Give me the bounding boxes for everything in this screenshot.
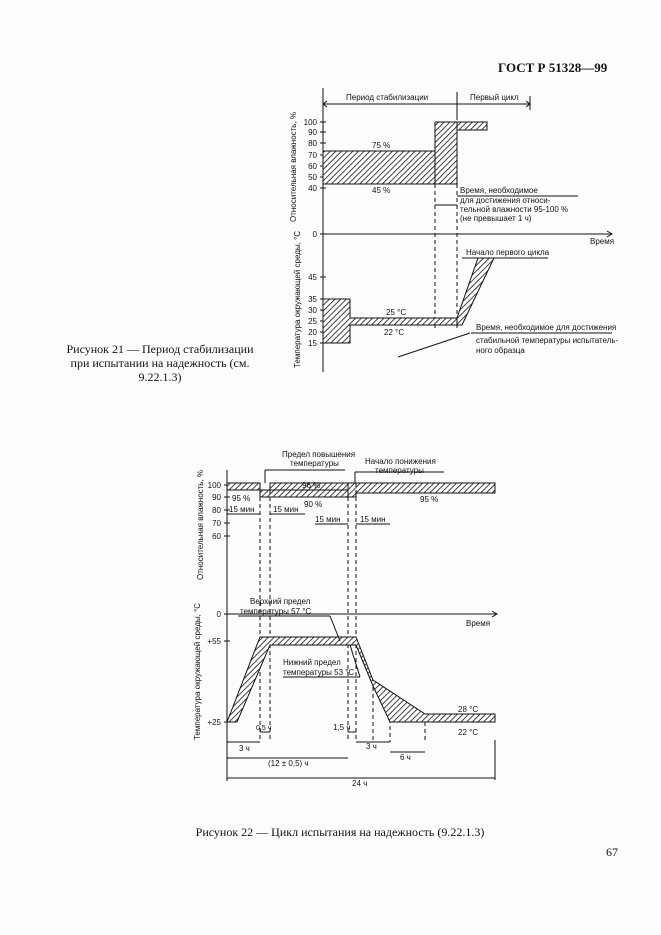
fig22-t22: 22 °С: [458, 728, 479, 737]
fig21-note-time-1: Время, необходимое: [460, 186, 538, 195]
fig22-d05: 0,5 ч: [256, 725, 272, 732]
fig22-tick-70: 70: [212, 519, 221, 528]
fig21-note-time-3: тельной влажности 95-100 %: [460, 205, 569, 214]
fig22-tick-90: 90: [212, 493, 221, 502]
fig21-ylabel-temperature: Температура окружающей среды, °С: [293, 230, 302, 368]
fig22-ylabel-temperature: Температура окружающей среды, °С: [193, 602, 202, 740]
fig22-zero: 0: [216, 610, 221, 619]
fig21-tick-100: 100: [303, 118, 317, 127]
fig22-lower-limit-1: Нижний предел: [283, 658, 341, 667]
standard-number: ГОСТ Р 51328—99: [498, 60, 608, 75]
fig22-tick-25: +25: [207, 718, 221, 727]
fig21-note-temp-3: ного образца: [476, 346, 525, 355]
fig21-tick-50: 50: [308, 173, 317, 182]
fig21-humidity-band: [323, 151, 435, 184]
fig22-rise-limit-1: Предел повышения: [282, 450, 356, 459]
fig21-tick-60: 60: [308, 162, 317, 171]
fig22-hum-band-3: [260, 490, 348, 497]
fig21-period-stabilization: Период стабилизации: [346, 93, 429, 102]
fig21-tick-40: 40: [308, 184, 317, 193]
fig22-15min-b: 15 мин: [273, 505, 299, 514]
fig22-tick-60: 60: [212, 532, 221, 541]
fig21-first-cycle: Первый цикл: [470, 93, 519, 102]
fig21-tick-20: 20: [308, 328, 317, 337]
fig21-note-temp-1: Время, необходимое для достижения: [476, 323, 617, 332]
fig22-t28: 28 °С: [458, 705, 479, 714]
fig21-note-time-2: для достижения относи-: [460, 196, 551, 205]
fig22-tick-80: 80: [212, 506, 221, 515]
fig22-lower-limit-2: температуры 53 °С: [283, 668, 355, 677]
fig22-d15: 1,5 ч: [333, 723, 351, 732]
fig21-hum-lower: 45 %: [372, 186, 391, 195]
fig21-tick-90: 90: [308, 128, 317, 137]
fig22-time-label: Время: [466, 619, 491, 628]
fig22-15min-c: 15 мин: [315, 515, 341, 524]
fig22-rise-limit-2: температуры: [290, 459, 339, 468]
fig22-fall-start-2: температуры: [375, 466, 424, 475]
fig22-tick-55: +55: [207, 637, 221, 646]
fig22-h96: 96 %: [302, 481, 321, 490]
fig21-ylabel-humidity: Относительная влажность, %: [289, 111, 298, 222]
fig22-d3a: 3 ч: [239, 744, 250, 753]
fig22-hum-band-1: [227, 483, 260, 490]
fig22-d6: 6 ч: [400, 753, 411, 762]
fig21-zero: 0: [312, 230, 317, 239]
fig21-tick-25: 25: [308, 317, 317, 326]
fig22-d24: 24 ч: [352, 779, 368, 788]
fig21-temp-upper: 25 °С: [386, 308, 407, 317]
fig21-temp-lower: 22 °С: [384, 328, 405, 337]
fig21-tick-70: 70: [308, 151, 317, 160]
fig21-temp-rise: [457, 258, 494, 325]
fig21-hum-upper: 75 %: [372, 141, 391, 150]
fig21-tick-15: 15: [308, 339, 317, 348]
fig22-tick-100: 100: [207, 481, 221, 490]
fig21-note-first-cycle: Начало первого цикла: [466, 248, 550, 257]
page-number: 67: [606, 845, 618, 859]
fig22-upper-limit-1: Верхний предел: [250, 597, 311, 606]
fig21-tick-30: 30: [308, 306, 317, 315]
fig22-h95a: 95 %: [232, 494, 251, 503]
figure-22-caption: Рисунок 22 — Цикл испытания на надежность (9.22.1.3): [195, 825, 485, 839]
fig22-d3b: 3 ч: [366, 742, 377, 751]
figure-21-caption: Рисунок 21 — Период стабилизации при испытании на надежность (см. 9.22.1.3): [66, 342, 254, 384]
fig21-humidity-cycle: [457, 122, 487, 130]
fig21-time-label: Время: [590, 237, 615, 246]
fig22-upper-limit-2: температуры 57 °С: [240, 607, 312, 616]
fig21-humidity-rise: [435, 122, 457, 184]
fig22-15min-a: 15 мин: [229, 505, 255, 514]
fig21-tick-45: 45: [308, 273, 317, 282]
fig22-15min-d: 15 мин: [360, 515, 386, 524]
fig22-fall-start-1: Начало понижения: [365, 457, 436, 466]
fig22-d12: (12 ± 0,5) ч: [268, 759, 309, 768]
fig22-temp-band: [227, 637, 495, 722]
fig21-tick-35: 35: [308, 295, 317, 304]
fig21-tick-80: 80: [308, 139, 317, 148]
fig22-h95b: 95 %: [420, 495, 439, 504]
fig22-h90: 90 %: [304, 500, 323, 509]
fig21-note-time-4: (не превышает 1 ч): [460, 214, 532, 223]
fig22-ylabel-humidity: Относительная влажность, %: [196, 469, 205, 580]
fig21-note-temp-2: стабильной температуры испытатель-: [476, 336, 619, 345]
